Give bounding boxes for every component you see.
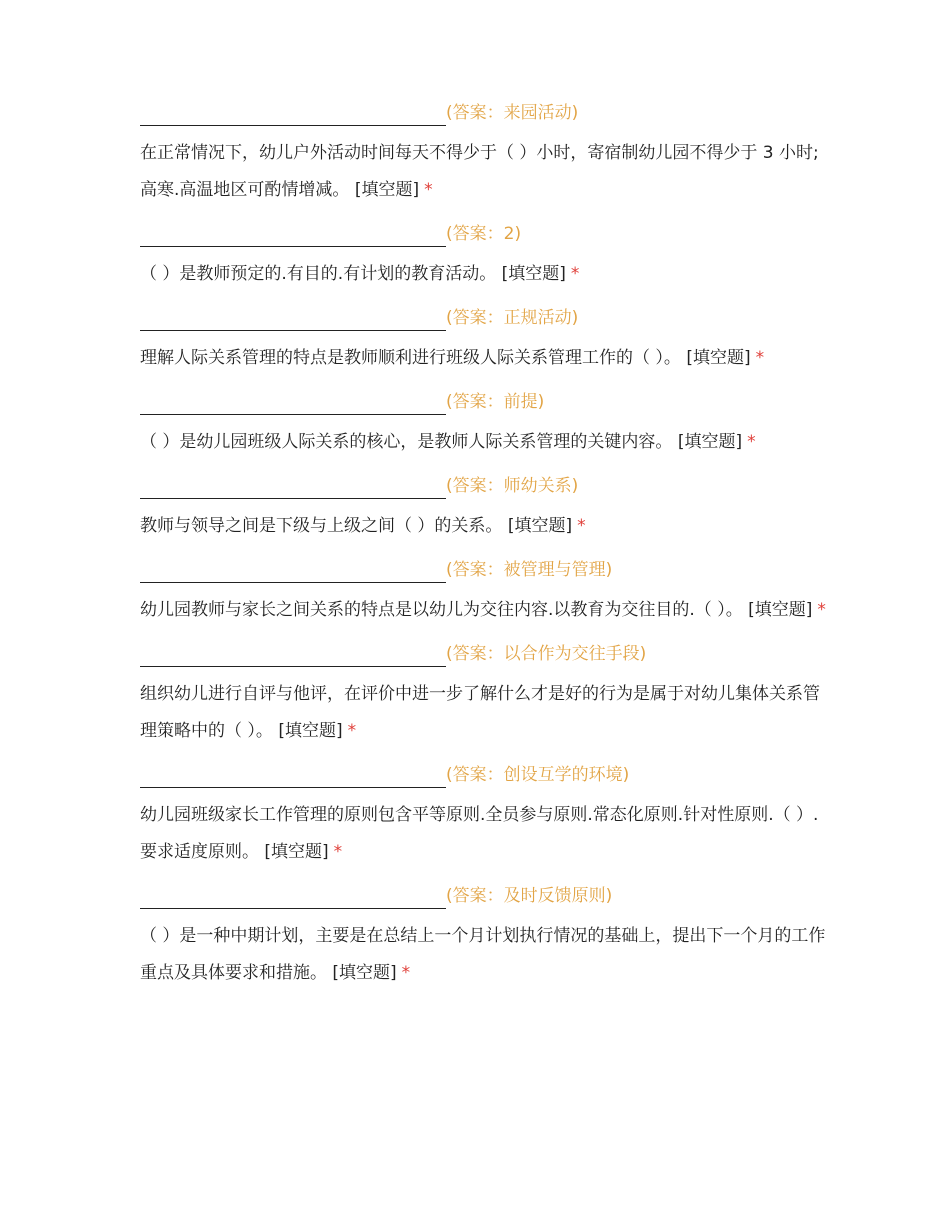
answer-line-5 xyxy=(140,461,830,499)
question-text-2: 在正常情况下，幼儿户外活动时间每天不得少于（ ）小时，寄宿制幼儿园不得少于 3 小时;高寒.高温地区可酌情增减。 xyxy=(140,143,819,200)
answer-line-1 xyxy=(140,88,830,126)
answer-text-6: (答案：被管理与管理) xyxy=(446,560,613,580)
blank-field-2[interactable] xyxy=(140,220,446,247)
question-type-label: [填空题] xyxy=(332,963,397,983)
required-mark: * xyxy=(747,432,756,452)
answer-line-7 xyxy=(140,629,830,667)
question-8 xyxy=(140,676,830,750)
blank-field-5[interactable] xyxy=(140,472,446,499)
question-5 xyxy=(140,424,830,461)
answer-line-9 xyxy=(140,871,830,909)
question-6 xyxy=(140,508,830,545)
question-text-7: 幼儿园教师与家长之间关系的特点是以幼儿为交往内容.以教育为交往目的.（ ）。 xyxy=(140,600,743,620)
blank-field-7[interactable] xyxy=(140,640,446,667)
question-9 xyxy=(140,797,830,871)
question-4 xyxy=(140,340,830,377)
answer-text-7: (答案：以合作为交往手段) xyxy=(446,644,647,664)
question-type-label: [填空题] xyxy=(264,842,329,862)
question-7 xyxy=(140,592,830,629)
question-type-label: [填空题] xyxy=(677,432,743,452)
blank-field-9[interactable] xyxy=(140,882,446,909)
blank-field-8[interactable] xyxy=(140,761,446,788)
question-10 xyxy=(140,918,830,992)
answer-text-1: (答案：来园活动) xyxy=(446,103,579,123)
blank-field-3[interactable] xyxy=(140,304,446,331)
answer-text-3: (答案：正规活动) xyxy=(446,308,579,328)
question-type-label: [填空题] xyxy=(278,721,343,741)
question-text-3: （ ）是教师预定的.有目的.有计划的教育活动。 xyxy=(140,264,497,284)
question-text-4: 理解人际关系管理的特点是教师顺利进行班级人际关系管理工作的（ ）。 xyxy=(140,348,681,368)
required-mark: * xyxy=(424,180,433,200)
answer-text-8: (答案：创设互学的环境) xyxy=(446,765,630,785)
required-mark: * xyxy=(401,963,411,983)
question-text-8: 组织幼儿进行自评与他评，在评价中进一步了解什么才是好的行为是属于对幼儿集体关系管理策略中的（ ）。 xyxy=(140,684,820,741)
answer-line-3 xyxy=(140,293,830,331)
required-mark: * xyxy=(570,264,580,284)
question-text-5: （ ）是幼儿园班级人际关系的核心，是教师人际关系管理的关键内容。 xyxy=(140,432,673,452)
required-mark: * xyxy=(755,348,765,368)
required-mark: * xyxy=(817,600,826,620)
blank-field-6[interactable] xyxy=(140,556,446,583)
answer-text-9: (答案：及时反馈原则) xyxy=(446,886,613,906)
answer-text-2: (答案：2) xyxy=(446,224,522,244)
blank-field-1[interactable] xyxy=(140,99,446,126)
question-2 xyxy=(140,135,830,209)
answer-text-5: (答案：师幼关系) xyxy=(446,476,579,496)
required-mark: * xyxy=(333,842,343,862)
question-3 xyxy=(140,256,830,293)
question-text-10: （ ）是一种中期计划，主要是在总结上一个月计划执行情况的基础上，提出下一个月的工作重点及具体要求和措施。 xyxy=(140,926,826,983)
question-text-9: 幼儿园班级家长工作管理的原则包含平等原则.全员参与原则.常态化原则.针对性原则.（ ）.要求适度原则。 xyxy=(140,805,819,862)
answer-text-4: (答案：前提) xyxy=(446,392,545,412)
survey-document xyxy=(140,88,830,992)
question-type-label: [填空题] xyxy=(748,600,813,620)
question-type-label: [填空题] xyxy=(686,348,751,368)
answer-line-4 xyxy=(140,377,830,415)
question-type-label: [填空题] xyxy=(354,180,420,200)
question-type-label: [填空题] xyxy=(507,516,573,536)
required-mark: * xyxy=(347,721,357,741)
required-mark: * xyxy=(577,516,586,536)
answer-line-8 xyxy=(140,750,830,788)
answer-line-6 xyxy=(140,545,830,583)
question-type-label: [填空题] xyxy=(501,264,566,284)
blank-field-4[interactable] xyxy=(140,388,446,415)
answer-line-2 xyxy=(140,209,830,247)
question-text-6: 教师与领导之间是下级与上级之间（ ）的关系。 xyxy=(140,516,503,536)
